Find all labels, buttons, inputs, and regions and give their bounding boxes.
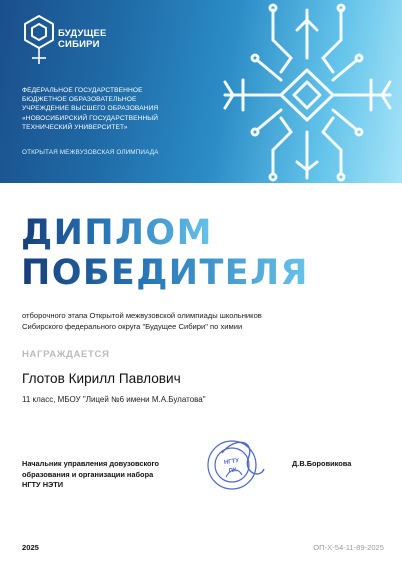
awarded-label: НАГРАЖДАЕТСЯ (22, 349, 110, 360)
snowflake-logo-icon (22, 14, 56, 70)
diploma-subtitle: ПОБЕДИТЕЛЯ (21, 253, 309, 293)
snowflake-decoration-icon (205, 0, 402, 183)
signatory-title (22, 459, 202, 491)
winner-name: Глотов Кирилл Павлович (22, 371, 181, 386)
logo-text (58, 28, 107, 50)
org-line: ТЕХНИЧЕСКИЙ УНИВЕРСИТЕТ» (22, 123, 128, 131)
signatory-title-line: образования и организации набора (22, 469, 154, 479)
diploma-year: 2025 (22, 543, 39, 552)
header-banner (0, 0, 402, 183)
diploma-title: ДИПЛОМ (21, 213, 213, 253)
signatory-title-line: НГТУ НЭТИ (22, 480, 64, 489)
logo-text-line2: СИБИРИ (58, 39, 100, 50)
logo-text-line1: БУДУЩЕЕ (58, 28, 107, 39)
signer-name: Д.В.Боровикова (292, 459, 352, 468)
organization-name (22, 86, 222, 132)
org-line: БЮДЖЕТНОЕ ОБРАЗОВАТЕЛЬНОЕ (22, 96, 137, 104)
org-line: ФЕДЕРАЛЬНОЕ ГОСУДАРСТВЕННОЕ (22, 87, 143, 94)
document-number: ОП-Х-54-11-89-2025 (313, 543, 384, 552)
description-line: Сибирского федерального округа "Будущее Сибири" по химии (22, 322, 243, 331)
description-line: отборочного этапа Открытой межвузовской олимпиады школьников (22, 311, 262, 320)
winner-school: 11 класс, МБОУ "Лицей №6 имени М.А.Булатова" (22, 395, 206, 404)
diploma-description (22, 310, 392, 332)
signatory-title-line: Начальник управления довузовского (22, 459, 160, 468)
official-stamp-icon (204, 433, 266, 493)
svg-text:НГТУ: НГТУ (223, 458, 240, 467)
olympiad-label: ОТКРЫТАЯ МЕЖВУЗОВСКАЯ ОЛИМПИАДА (22, 149, 159, 156)
svg-text:ПК: ПК (228, 467, 238, 475)
org-line: УЧРЕЖДЕНИЕ ВЫСШЕГО ОБРАЗОВАНИЯ (22, 105, 159, 113)
org-line: «НОВОСИБИРСКИЙ ГОСУДАРСТВЕННЫЙ (22, 114, 159, 122)
